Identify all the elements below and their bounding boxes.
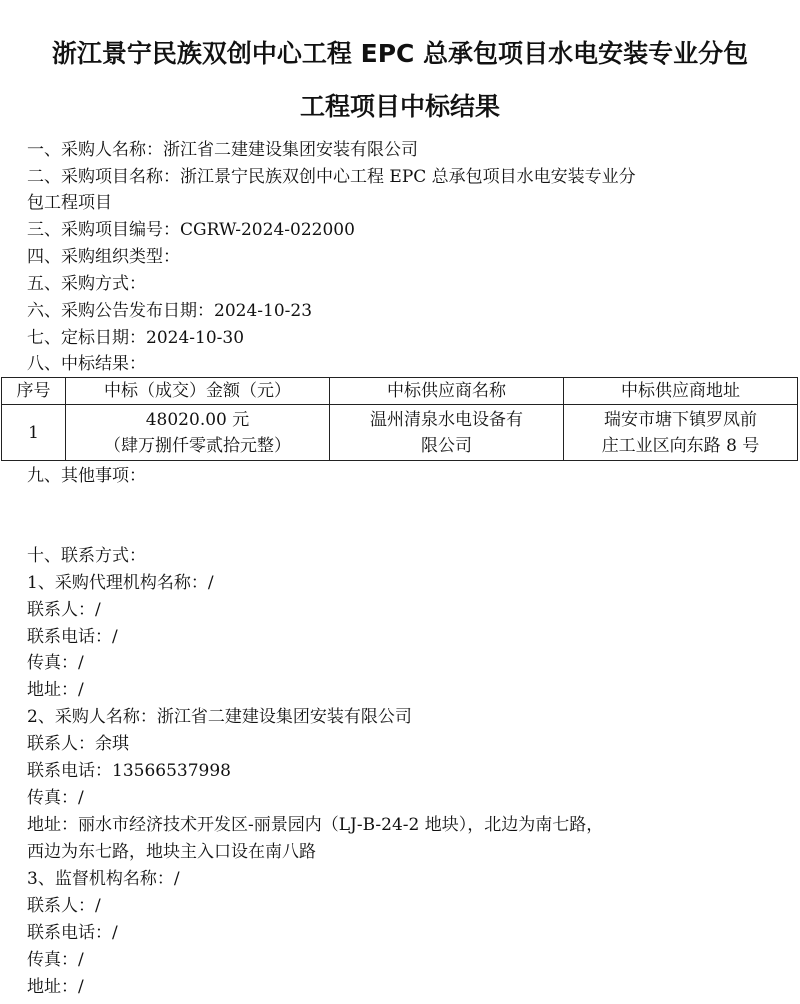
supervisor-phone: 联系电话：/ bbox=[27, 923, 118, 943]
supplier-address-line2: 庄工业区向东路 8 号 bbox=[601, 435, 760, 456]
agency-phone: 联系电话：/ bbox=[27, 627, 118, 647]
header-supplier-name: 中标供应商名称 bbox=[330, 378, 564, 405]
amount-words: （肆万捌仟零贰拾元整） bbox=[104, 435, 291, 456]
project-name-line2: 包工程项目 bbox=[27, 193, 112, 213]
table-row bbox=[2, 405, 798, 461]
cell-amount bbox=[66, 405, 330, 461]
other-matters: 九、其他事项： bbox=[27, 466, 146, 486]
result-heading: 八、中标结果： bbox=[27, 354, 146, 374]
cell-supplier-name bbox=[330, 405, 564, 461]
agency-fax: 传真：/ bbox=[27, 653, 84, 673]
cell-no: 1 bbox=[2, 405, 66, 461]
agency-address: 地址：/ bbox=[27, 680, 84, 700]
award-date: 七、定标日期：2024-10-30 bbox=[27, 328, 245, 348]
supervisor-contact-person: 联系人：/ bbox=[27, 896, 101, 916]
header-supplier-address: 中标供应商地址 bbox=[564, 378, 798, 405]
supplier-address-line1: 瑞安市塘下镇罗凤前 bbox=[604, 409, 757, 430]
project-name-line1: 二、采购项目名称：浙江景宁民族双创中心工程 EPC 总承包项目水电安装专业分 bbox=[27, 167, 636, 187]
agency-contact-person: 联系人：/ bbox=[27, 600, 101, 620]
amount-value: 48020.00 元 bbox=[145, 409, 250, 430]
purchaser-address-line1: 地址：丽水市经济技术开发区-丽景园内（LJ-B-24-2 地块），北边为南七路， bbox=[27, 815, 604, 835]
purchaser-phone: 联系电话：13566537998 bbox=[27, 761, 231, 781]
procurement-method: 五、采购方式： bbox=[27, 274, 146, 294]
purchaser-contact-name: 2、采购人名称：浙江省二建建设集团安装有限公司 bbox=[27, 707, 412, 727]
supplier-name-line1: 温州清泉水电设备有 bbox=[370, 409, 523, 430]
table-header-row bbox=[2, 378, 798, 405]
publish-date: 六、采购公告发布日期：2024-10-23 bbox=[27, 301, 313, 321]
agency-name: 1、采购代理机构名称：/ bbox=[27, 573, 214, 593]
purchaser-address-line2: 西边为东七路，地块主入口设在南八路 bbox=[27, 842, 316, 862]
supervisor-address: 地址：/ bbox=[27, 977, 84, 997]
supplier-name-line2: 限公司 bbox=[421, 435, 472, 456]
result-table bbox=[1, 377, 798, 461]
document-title-line2: 工程项目中标结果 bbox=[299, 92, 500, 121]
header-no: 序号 bbox=[2, 378, 66, 405]
contact-heading: 十、联系方式： bbox=[27, 546, 146, 566]
project-number: 三、采购项目编号：CGRW-2024-022000 bbox=[27, 220, 355, 240]
purchaser-fax: 传真：/ bbox=[27, 788, 84, 808]
cell-supplier-address bbox=[564, 405, 798, 461]
organization-type: 四、采购组织类型： bbox=[27, 247, 180, 267]
document-title-line1: 浙江景宁民族双创中心工程 EPC 总承包项目水电安装专业分包 bbox=[51, 39, 749, 68]
purchaser-name: 一、采购人名称：浙江省二建建设集团安装有限公司 bbox=[27, 140, 418, 160]
header-amount: 中标（成交）金额（元） bbox=[66, 378, 330, 405]
purchaser-contact-person: 联系人：余琪 bbox=[27, 734, 129, 754]
supervisor-name: 3、监督机构名称：/ bbox=[27, 869, 180, 889]
supervisor-fax: 传真：/ bbox=[27, 950, 84, 970]
